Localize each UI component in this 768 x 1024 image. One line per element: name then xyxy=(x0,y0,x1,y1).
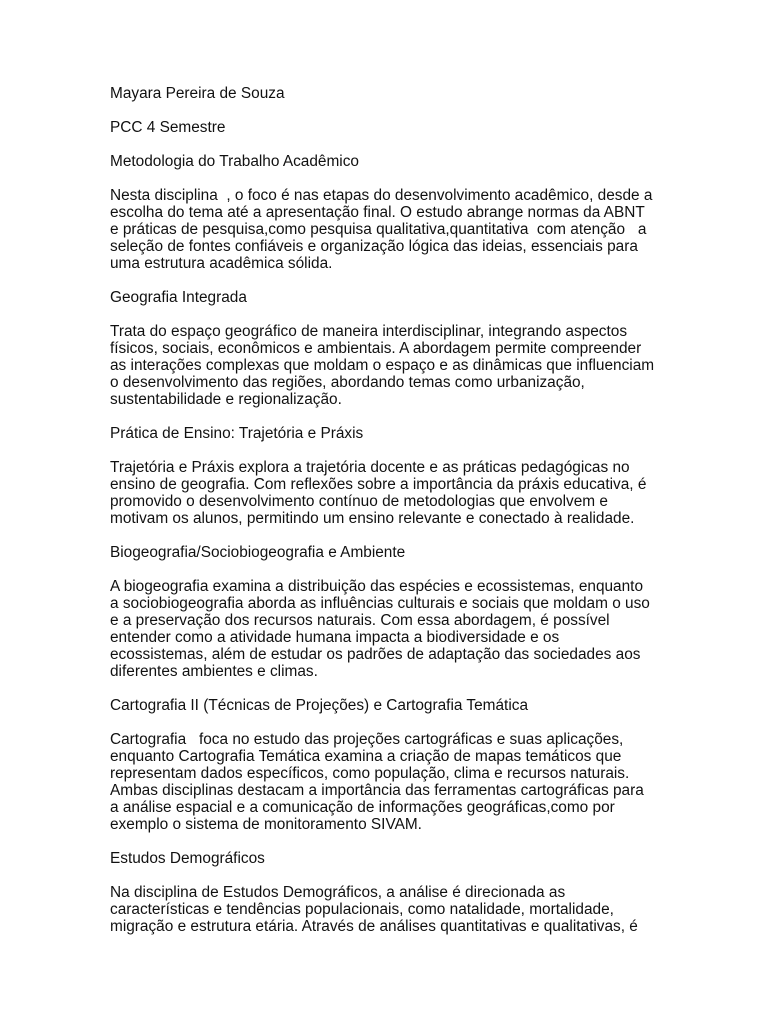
paragraph-line: uma estrutura acadêmica sólida. xyxy=(110,255,333,272)
section-heading xyxy=(110,153,670,170)
document-body xyxy=(110,85,670,952)
section-paragraph xyxy=(110,323,670,408)
section-heading-text: Geografia Integrada xyxy=(110,289,247,306)
paragraph-line: Ambas disciplinas destacam a importância das ferramentas cartográficas para xyxy=(110,782,644,799)
section-heading xyxy=(110,850,670,867)
paragraph-line: promovido o desenvolvimento contínuo de metodologias que envolvem e xyxy=(110,493,608,510)
section-heading-text: Cartografia II (Técnicas de Projeções) e Cartografia Temática xyxy=(110,697,529,714)
paragraph-line: Na disciplina de Estudos Demográficos, a análise é direcionada as xyxy=(110,884,566,901)
section-heading xyxy=(110,425,670,442)
paragraph-line: Cartografia foca no estudo das projeções cartográficas e suas aplicações, xyxy=(110,731,624,748)
paragraph-line: Trajetória e Práxis explora a trajetória docente e as práticas pedagógicas no xyxy=(110,459,630,476)
paragraph-line: ecossistemas, além de estudar os padrões de adaptação das sociedades aos xyxy=(110,646,641,663)
section-heading xyxy=(110,289,670,306)
section-heading xyxy=(110,697,670,714)
paragraph-line: a análise espacial e a comunicação de informações geográficas,como por xyxy=(110,799,615,816)
section-paragraph xyxy=(110,187,670,272)
course-label xyxy=(110,119,670,136)
author-name xyxy=(110,85,670,102)
paragraph-line: enquanto Cartografia Temática examina a criação de mapas temáticos que xyxy=(110,748,622,765)
course-line: PCC 4 Semestre xyxy=(110,119,226,136)
paragraph-line: ensino de geografia. Com reflexões sobre a importância da práxis educativa, é xyxy=(110,476,647,493)
paragraph-line: A biogeografia examina a distribuição das espécies e ecossistemas, enquanto xyxy=(110,578,644,595)
paragraph-line: exemplo o sistema de monitoramento SIVAM. xyxy=(110,816,422,833)
section-paragraph xyxy=(110,884,670,935)
section-paragraph xyxy=(110,578,670,680)
paragraph-line: físicos, sociais, econômicos e ambientais. A abordagem permite compreender xyxy=(110,340,642,357)
paragraph-line: Nesta disciplina , o foco é nas etapas do desenvolvimento acadêmico, desde a xyxy=(110,187,653,204)
paragraph-line: características e tendências populacionais, como natalidade, mortalidade, xyxy=(110,901,614,918)
paragraph-line: seleção de fontes confiáveis e organização lógica das ideias, essenciais para xyxy=(110,238,638,255)
paragraph-line: motivam os alunos, permitindo um ensino relevante e conectado à realidade. xyxy=(110,510,635,527)
section-heading-text: Prática de Ensino: Trajetória e Práxis xyxy=(110,425,364,442)
section-heading-text: Estudos Demográficos xyxy=(110,850,265,867)
paragraph-line: e a preservação dos recursos naturais. Com essa abordagem, é possível xyxy=(110,612,610,629)
section-heading-text: Biogeografia/Sociobiogeografia e Ambiente xyxy=(110,544,406,561)
paragraph-line: as interações complexas que moldam o espaço e as dinâmicas que influenciam xyxy=(110,357,655,374)
paragraph-line: representam dados específicos, como população, clima e recursos naturais. xyxy=(110,765,630,782)
paragraph-line: entender como a atividade humana impacta a biodiversidade e os xyxy=(110,629,560,646)
section-heading xyxy=(110,544,670,561)
section-paragraph xyxy=(110,459,670,527)
paragraph-line: sustentabilidade e regionalização. xyxy=(110,391,342,408)
paragraph-line: o desenvolvimento das regiões, abordando temas como urbanização, xyxy=(110,374,585,391)
paragraph-line: a sociobiogeografia aborda as influências culturais e sociais que moldam o uso xyxy=(110,595,650,612)
paragraph-line: e práticas de pesquisa,como pesquisa qualitativa,quantitativa com atenção a xyxy=(110,221,647,238)
section-heading-text: Metodologia do Trabalho Acadêmico xyxy=(110,153,359,170)
author-line: Mayara Pereira de Souza xyxy=(110,85,285,102)
section-paragraph xyxy=(110,731,670,833)
paragraph-line: diferentes ambientes e climas. xyxy=(110,663,318,680)
paragraph-line: escolha do tema até a apresentação final. O estudo abrange normas da ABNT xyxy=(110,204,645,221)
paragraph-line: migração e estrutura etária. Através de análises quantitativas e qualitativas, é xyxy=(110,918,638,935)
paragraph-line: Trata do espaço geográfico de maneira interdisciplinar, integrando aspectos xyxy=(110,323,628,340)
